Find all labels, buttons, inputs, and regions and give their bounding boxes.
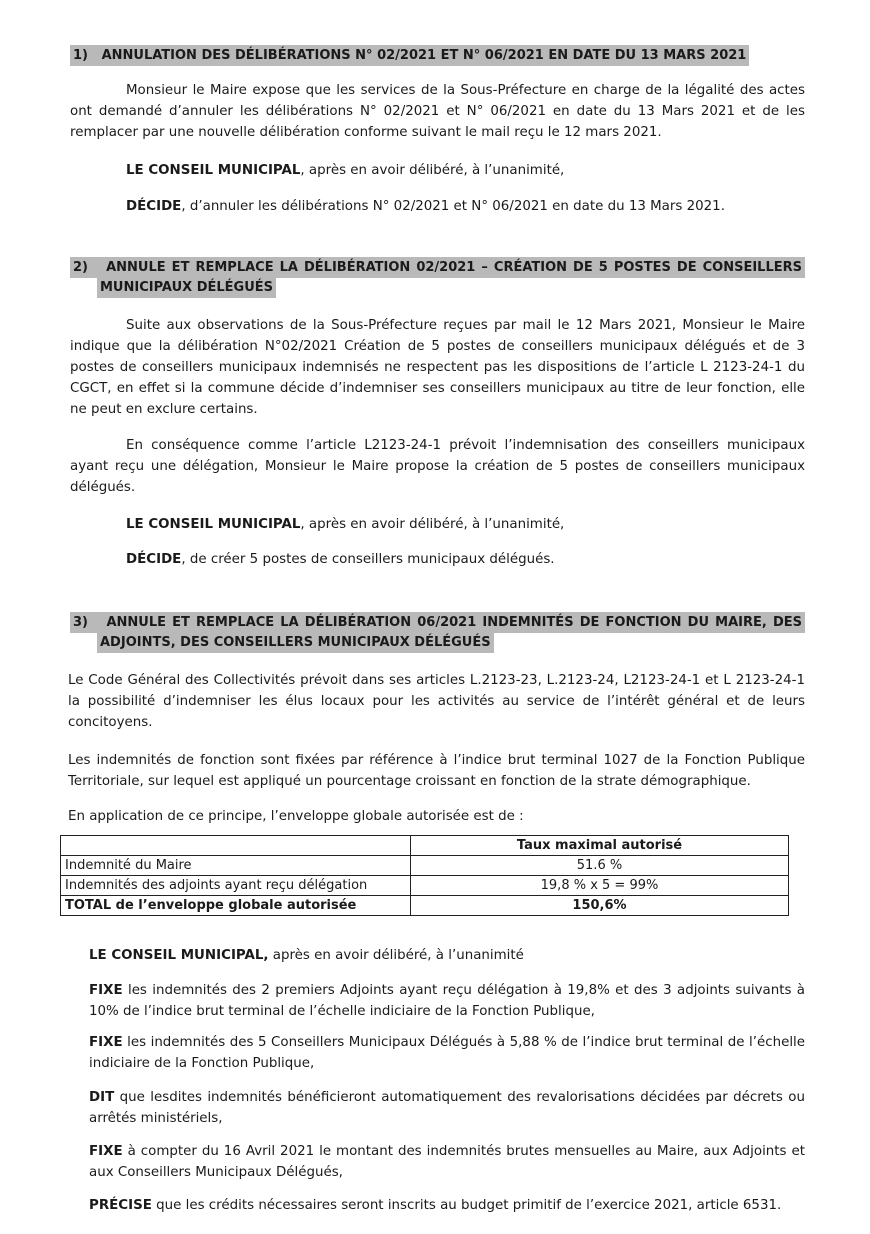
section-2-title-line-1: ANNULE ET REMPLACE LA DÉLIBÉRATION 02/2021 – CRÉATION DE 5 POSTES DE CONSEILLERS [106, 260, 803, 275]
decision-item-label: FIXE [89, 983, 123, 998]
section-1-council [126, 160, 564, 181]
section-2-decision [126, 549, 555, 570]
section-3-paragraph-1: Le Code Général des Collectivités prévoit dans ses articles L.2123-23, L.2123-24, L2123-24-1 et L 2123-24-1 la possibilité d’indemniser les élus locaux pour les activités au service de l’intérêt général et de leurs concitoyens. [68, 673, 805, 730]
table-row-label: Indemnités des adjoints ayant reçu délégation [61, 876, 411, 896]
decision-item-text: que les crédits nécessaires seront inscrits au budget primitif de l’exercice 2021, article 6531. [151, 1198, 782, 1213]
decision-item [89, 1032, 805, 1074]
decision-item [89, 1141, 805, 1183]
decision-item-text: à compter du 16 Avril 2021 le montant des indemnités brutes mensuelles au Maire, aux Adjoints et aux Conseillers Municipaux Délégués, [89, 1144, 805, 1180]
decide-label: DÉCIDE [126, 199, 182, 214]
council-text: , après en avoir délibéré, à l’unanimité, [300, 163, 565, 178]
table-row [61, 856, 789, 876]
section-2-heading [70, 257, 805, 278]
table-total-value: 150,6% [411, 896, 789, 916]
section-2-paragraph-1: Suite aux observations de la Sous-Préfecture reçues par mail le 12 Mars 2021, Monsieur le Maire indique que la délibération N°02/2021 Création de 5 postes de conseillers municipaux délégués et de 3 postes de conseillers municipaux indemnisés ne respectent pas les dispositions de l’article L 2123-24-1 du CGCT, en effet si la commune décide d’indemniser ses conseillers municipaux au titre de leur fonction, elle ne peut en exclure certains. [70, 318, 805, 417]
section-2-paragraph-2: En conséquence comme l’article L2123-24-1 prévoit l’indemnisation des conseillers municipaux ayant reçu une délégation, Monsieur le Maire propose la création de 5 postes de conseillers municipaux délégués. [70, 438, 805, 495]
decision-item-label: PRÉCISE [89, 1198, 152, 1213]
envelope-table [60, 835, 789, 916]
section-2-heading-line-2 [97, 277, 276, 298]
table-row-label: Indemnité du Maire [61, 856, 411, 876]
section-3-title-line-1: ANNULE ET REMPLACE LA DÉLIBÉRATION 06/2021 INDEMNITÉS DE FONCTION DU MAIRE, DES [106, 615, 802, 630]
decision-item-label: DIT [89, 1090, 115, 1105]
table-row [61, 876, 789, 896]
council-label: LE CONSEIL MUNICIPAL [126, 517, 301, 532]
decide-text: , d’annuler les délibérations N° 02/2021 et N° 06/2021 en date du 13 Mars 2021. [181, 199, 725, 214]
section-1-decision [126, 196, 725, 217]
decision-item [89, 1195, 781, 1216]
decision-item [89, 1087, 805, 1129]
section-3-title-line-2: ADJOINTS, DES CONSEILLERS MUNICIPAUX DÉLÉGUÉS [97, 632, 494, 653]
table-header-empty-cell [61, 836, 411, 856]
decision-item [89, 980, 805, 1022]
section-3-paragraph-2: Les indemnités de fonction sont fixées par référence à l’indice brut terminal 1027 de la Fonction Publique Territoriale, sur lequel est appliqué un pourcentage croissant en fonction de la strate démographique. [68, 753, 805, 789]
decision-item-text: les indemnités des 5 Conseillers Municipaux Délégués à 5,88 % de l’indice brut terminal de l’échelle indiciaire de la Fonction Publique, [89, 1035, 805, 1071]
table-header-cell: Taux maximal autorisé [411, 836, 789, 856]
table-header-row [61, 836, 789, 856]
decide-text: , de créer 5 postes de conseillers municipaux délégués. [181, 552, 555, 567]
section-3-number: 3) [73, 615, 88, 630]
decision-item-label: FIXE [89, 1035, 123, 1050]
section-2-number: 2) [73, 260, 88, 275]
section-3-heading-line-2 [97, 632, 494, 653]
section-1-title: ANNULATION DES DÉLIBÉRATIONS N° 02/2021 ET N° 06/2021 EN DATE DU 13 MARS 2021 [101, 48, 747, 63]
council-label: LE CONSEIL MUNICIPAL [126, 163, 301, 178]
table-row-value: 19,8 % x 5 = 99% [411, 876, 789, 896]
decision-item-label: FIXE [89, 1144, 123, 1159]
table-total-row [61, 896, 789, 916]
table-total-label: TOTAL de l’enveloppe globale autorisée [61, 896, 411, 916]
council-label: LE CONSEIL MUNICIPAL, [89, 948, 269, 963]
section-3-heading [70, 612, 805, 633]
section-2-title-line-2: MUNICIPAUX DÉLÉGUÉS [97, 277, 276, 298]
section-1-heading [70, 45, 805, 66]
decide-label: DÉCIDE [126, 552, 182, 567]
section-2-council [126, 514, 564, 535]
decision-item-text: les indemnités des 2 premiers Adjoints ayant reçu délégation à 19,8% et des 3 adjoints suivants à 10% de l’indice brut terminal de l’échelle indiciaire de la Fonction Publique, [89, 983, 805, 1019]
section-1-number: 1) [73, 48, 88, 63]
table-row-value: 51.6 % [411, 856, 789, 876]
council-text: , après en avoir délibéré, à l’unanimité, [300, 517, 565, 532]
section-1-intro: Monsieur le Maire expose que les services de la Sous-Préfecture en charge de la légalité des actes ont demandé d’annuler les délibérations N° 02/2021 et N° 06/2021 en date du 13 Mars 2021 et de les remplacer par une nouvelle délibération conforme suivant le mail reçu le 12 mars 2021. [70, 83, 805, 140]
section-3-paragraph-3: En application de ce principe, l’enveloppe globale autorisée est de : [68, 809, 524, 824]
decision-item-text: que lesdites indemnités bénéficieront automatiquement des revalorisations décidées par décrets ou arrêtés ministériels, [89, 1090, 805, 1126]
council-text: après en avoir délibéré, à l’unanimité [268, 948, 524, 963]
section-3-council [89, 945, 524, 966]
